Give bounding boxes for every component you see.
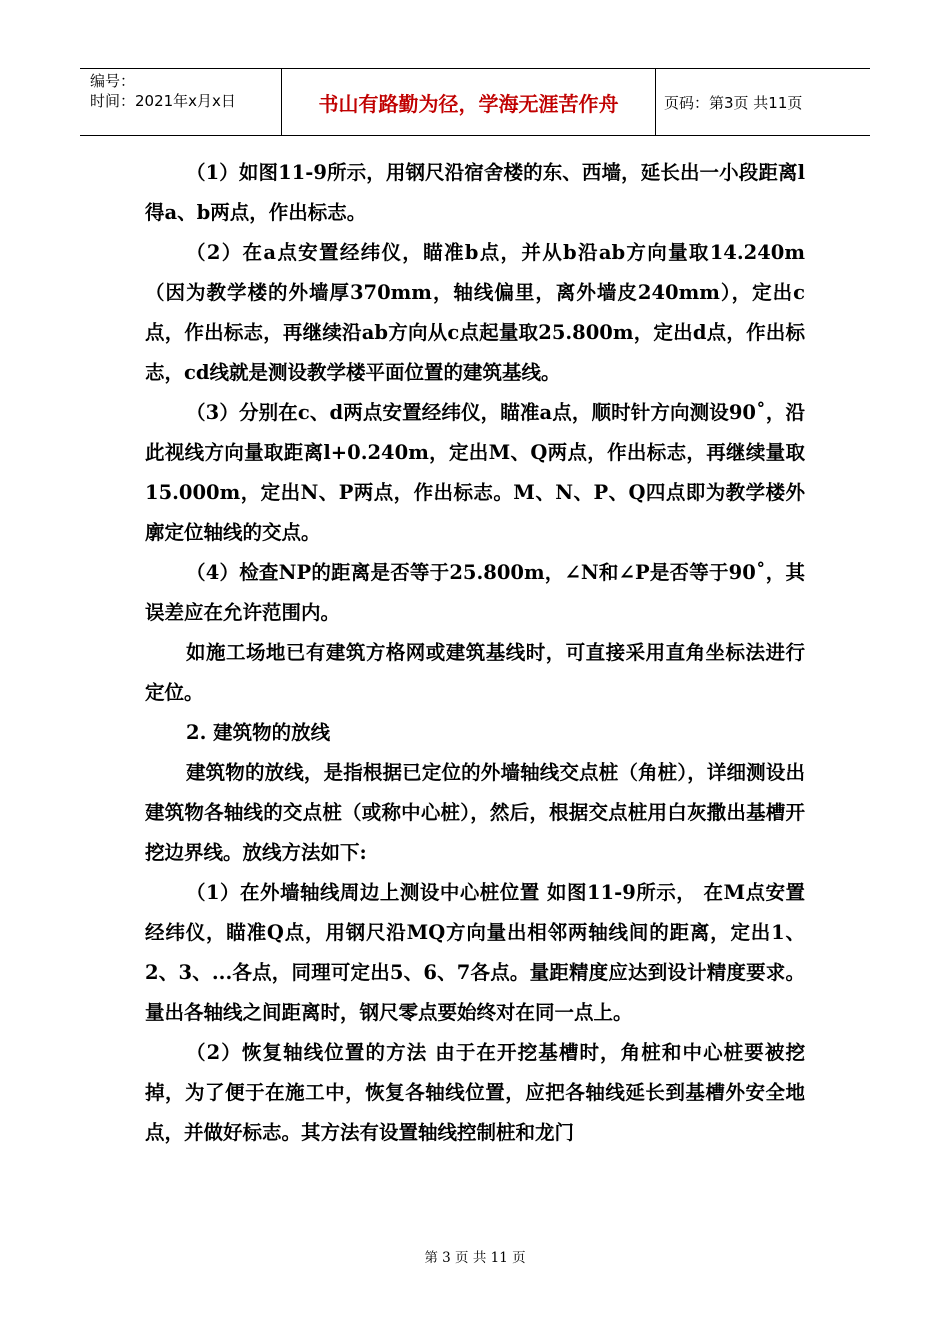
paragraph-method-1: （1）在外墙轴线周边上测设中心桩位置 如图11-9所示， 在M点安置经纬仪，瞄准Q点，用钢尺沿MQ方向量出相邻两轴线间的距离，定出1、2、3、...各点，同理可定出5、6、7各点。量距精度应达到设计精度要求。量出各轴线之间距离时，钢尺零点要始终对在同一点上。 — [145, 881, 805, 1024]
page-footer: 第 3 页 共 11 页 — [424, 1250, 526, 1266]
page-header — [80, 68, 870, 136]
document-body — [145, 153, 805, 1153]
time-label: 时间：2021年x月x日 — [90, 92, 236, 110]
header-meta — [80, 69, 282, 135]
paragraph-step-1: （1）如图11-9所示，用钢尺沿宿舍楼的东、西墙，延长出一小段距离l得a、b两点，作出标志。 — [145, 161, 805, 224]
header-page-label: 页码：第3页 共11页 — [664, 93, 803, 112]
section-heading: 2. 建筑物的放线 — [186, 721, 331, 744]
serial-label: 编号： — [90, 72, 136, 90]
paragraph-step-2: （2）在a点安置经纬仪，瞄准b点，并从b沿ab方向量取14.240m（因为教学楼的外墙厚370mm，轴线偏里，离外墙皮240mm），定出c点，作出标志，再继续沿ab方向从c点起量取25.800m，定出d点，作出标志，cd线就是测设教学楼平面位置的建筑基线。 — [145, 241, 805, 384]
paragraph-method-2: （2）恢复轴线位置的方法 由于在开挖基槽时，角桩和中心桩要被挖掉，为了便于在施工中，恢复各轴线位置，应把各轴线延长到基槽外安全地点，并做好标志。其方法有设置轴线控制桩和龙门 — [145, 1041, 805, 1144]
paragraph-intro: 建筑物的放线，是指根据已定位的外墙轴线交点桩（角桩），详细测设出建筑物各轴线的交点桩（或称中心桩），然后，根据交点桩用白灰撒出基槽开挖边界线。放线方法如下: — [145, 761, 805, 864]
paragraph-step-3: （3）分别在c、d两点安置经纬仪，瞄准a点，顺时针方向测设90˚，沿此视线方向量取距离l+0.240m，定出M、Q两点，作出标志，再继续量取15.000m，定出N、P两点，作出标志。M、N、P、Q四点即为教学楼外廓定位轴线的交点。 — [145, 401, 805, 544]
paragraph-note: 如施工场地已有建筑方格网或建筑基线时，可直接采用直角坐标法进行定位。 — [145, 641, 805, 704]
paragraph-step-4: （4）检查NP的距离是否等于25.800m，∠N和∠P是否等于90˚，其误差应在允许范围内。 — [145, 561, 805, 624]
header-motto: 书山有路勤为径，学海无涯苦作舟 — [282, 69, 656, 135]
